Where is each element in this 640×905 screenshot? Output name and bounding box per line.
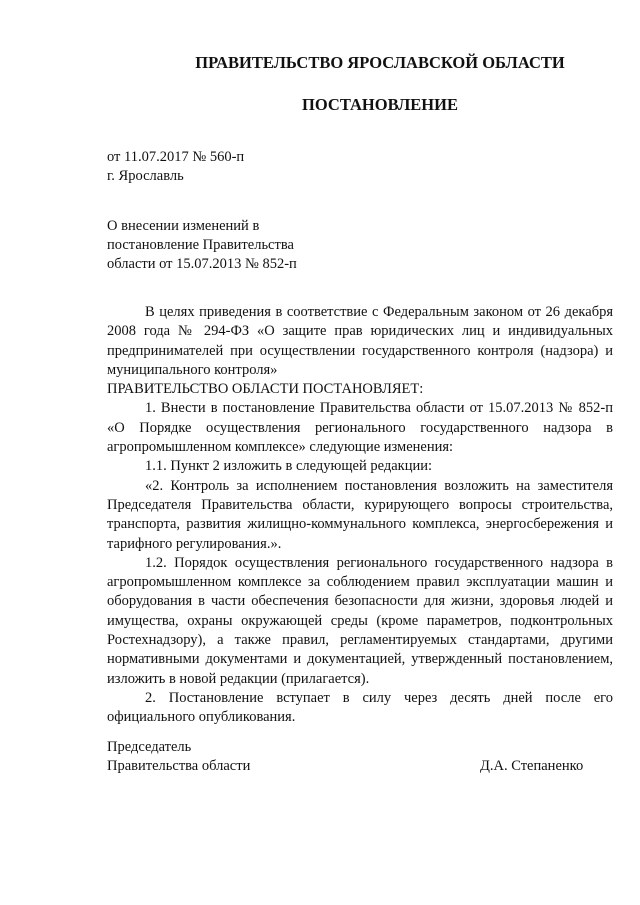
subject-line: О внесении изменений в <box>107 218 260 234</box>
subject-line: области от 15.07.2013 № 852-п <box>107 256 297 272</box>
body-paragraph-2: 2. Постановление вступает в силу через десять дней после его официального опубликования. <box>107 689 613 726</box>
preamble-paragraph: В целях приведения в соответствие с Федеральным законом от 26 декабря 2008 года № 294-ФЗ «О защите прав юридических лиц и индивидуальных предпринимателей при осуществлении государственного контроля (надзора) и муниципального контроля» <box>107 304 613 378</box>
signatory-name: Д.А. Степаненко <box>480 758 584 774</box>
document-city: г. Ярославль <box>107 168 184 184</box>
signature-position-line: Правительства области <box>107 758 251 774</box>
document-body <box>107 303 613 728</box>
subject-line: постановление Правительства <box>107 237 294 253</box>
signature-position <box>107 738 250 776</box>
document-subject <box>107 217 297 274</box>
document-type-title: ПОСТАНОВЛЕНИЕ <box>302 95 458 114</box>
body-paragraph-1: 1. Внести в постановление Правительства области от 15.07.2013 № 852-п «О Порядке осуществления регионального государственного надзора в агропромышленном комплексе» следующие изменения: <box>107 400 613 456</box>
body-paragraph-1-2: 1.2. Порядок осуществления регионального государственного надзора в агропромышленном комплексе за соблюдением правил эксплуатации машин и оборудования в части обеспечения безопасности для жизни, здоровья людей и имущества, охраны окружающей среды (кроме параметров, подконтрольных Ростехнадзору), а также правил, регламентируемых стандартами, другими нормативными документами и документацией, утвержденный постановлением, изложить в новой редакции (прилагается). <box>107 554 613 687</box>
body-paragraph-1-1: 1.1. Пункт 2 изложить в следующей редакции: <box>145 458 433 475</box>
resolution-heading: ПРАВИТЕЛЬСТВО ОБЛАСТИ ПОСТАНОВЛЯЕТ: <box>107 381 424 398</box>
signature-position-line: Председатель <box>107 739 192 755</box>
government-title: ПРАВИТЕЛЬСТВО ЯРОСЛАВСКОЙ ОБЛАСТИ <box>195 53 565 72</box>
document-meta <box>107 148 244 186</box>
body-paragraph-quote: «2. Контроль за исполнением постановления возложить на заместителя Председателя Правительства области, курирующего вопросы строительства, транспорта, развития жилищно-коммунального комплекса, энергосбережения и тарифного регулирования.». <box>107 477 613 552</box>
document-number-date: от 11.07.2017 № 560-п <box>107 149 245 165</box>
